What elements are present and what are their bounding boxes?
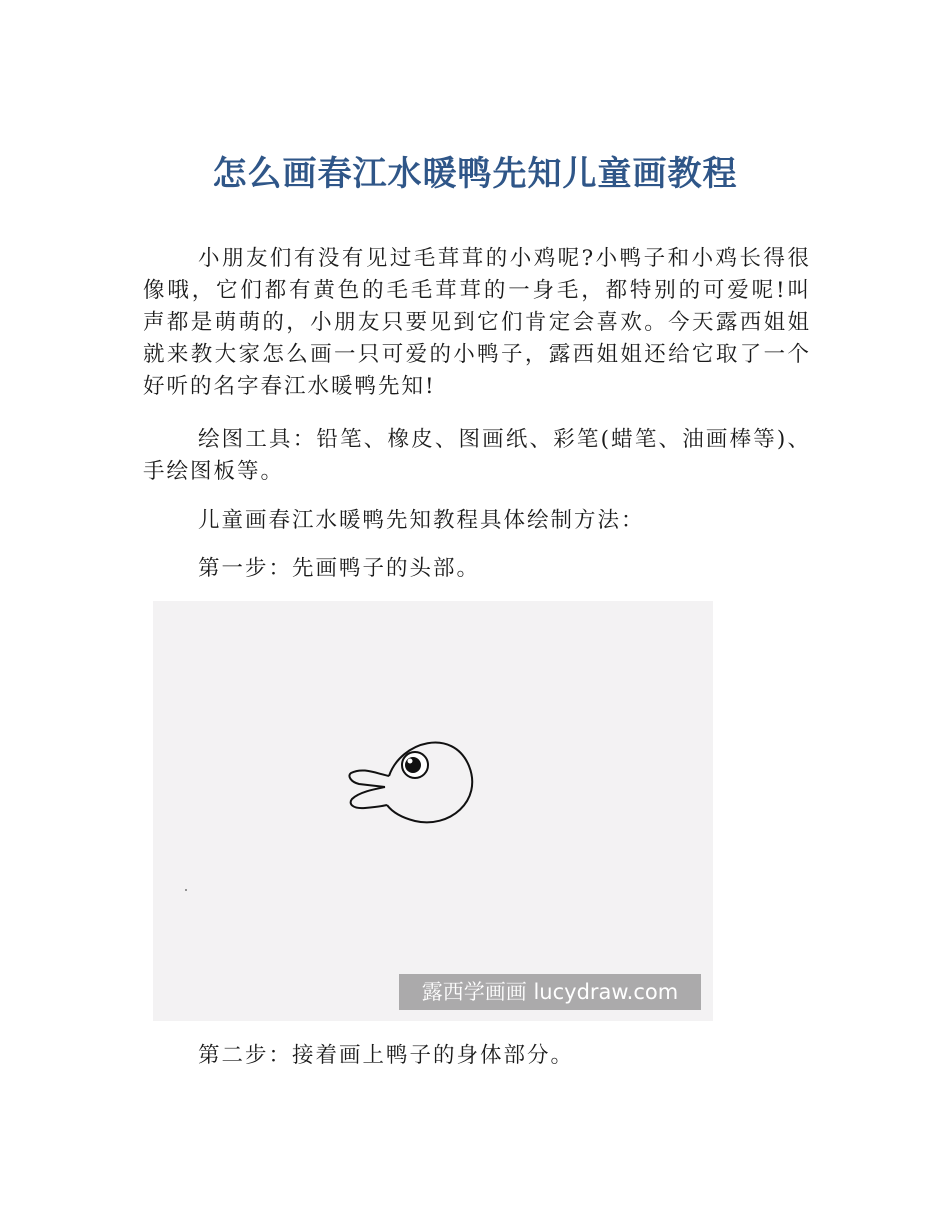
watermark: 露西学画画 lucydraw.com (399, 974, 701, 1010)
step-one-illustration (153, 601, 713, 1021)
intro-paragraph: 小朋友们有没有见过毛茸茸的小鸡呢?小鸭子和小鸡长得很像哦，它们都有黄色的毛毛茸茸的一身毛，都特别的可爱呢!叫声都是萌萌的，小朋友只要见到它们肯定会喜欢。今天露西姐姐就来教大家怎么画一只可爱的小鸭子，露西姐姐还给它取了一个好听的名字春江水暖鸭先知! (143, 246, 811, 399)
duck-head-icon (153, 601, 713, 1021)
duck-beak-upper (349, 770, 389, 787)
page-title: 怎么画春江水暖鸭先知儿童画教程 (212, 154, 738, 194)
stray-dot (185, 889, 187, 891)
step-one-text: 第一步：先画鸭子的头部。 (198, 556, 481, 581)
duck-eye-highlight (408, 759, 413, 764)
duck-head-outline (387, 743, 472, 823)
duck-pupil (405, 757, 421, 773)
tools-paragraph: 绘图工具：铅笔、橡皮、图画纸、彩笔(蜡笔、油画棒等)、手绘图板等。 (143, 427, 811, 484)
duck-beak-lower (351, 787, 387, 808)
step-two-text: 第二步：接着画上鸭子的身体部分。 (198, 1043, 575, 1068)
method-heading: 儿童画春江水暖鸭先知教程具体绘制方法： (198, 508, 645, 533)
